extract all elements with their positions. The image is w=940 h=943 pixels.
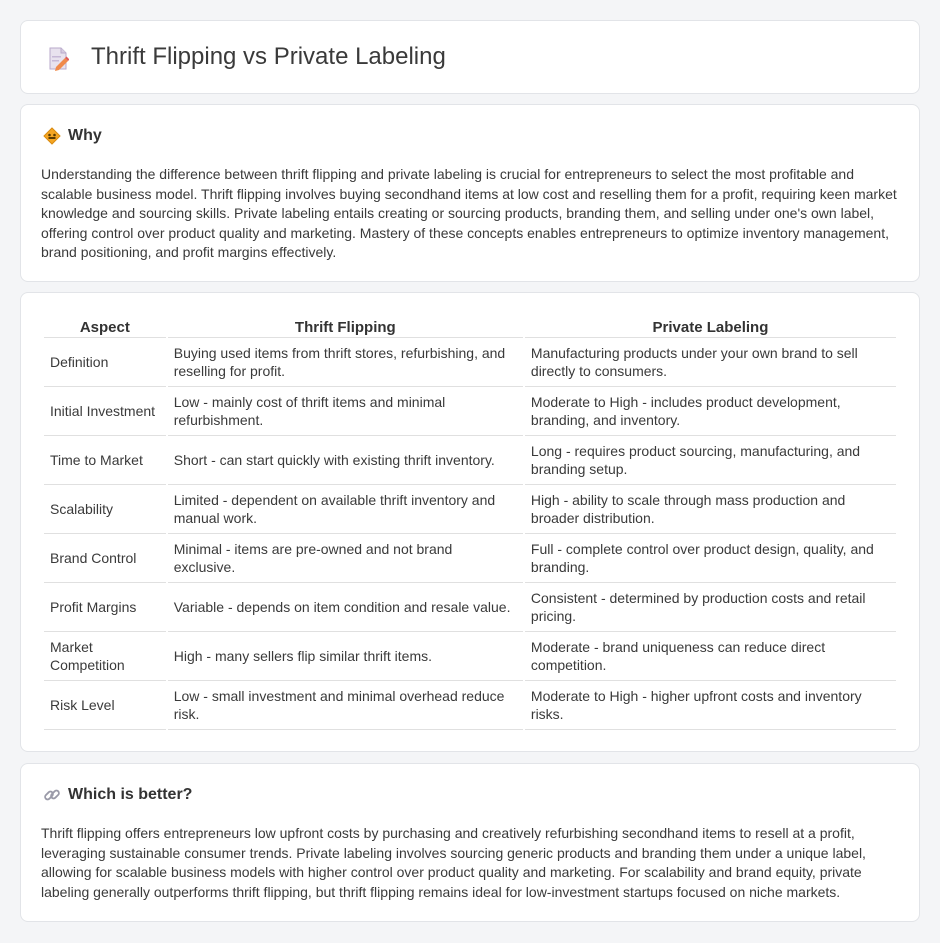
- thrift-cell: Low - mainly cost of thrift items and minimal refurbishment.: [168, 387, 523, 436]
- private-cell: Consistent - determined by production costs and retail pricing.: [525, 583, 896, 632]
- private-cell: Long - requires product sourcing, manufacturing, and branding setup.: [525, 436, 896, 485]
- link-icon: [43, 786, 61, 804]
- aspect-cell: Definition: [44, 338, 166, 387]
- table-row: [44, 338, 896, 387]
- header-thrift-flipping: Thrift Flipping: [168, 314, 523, 338]
- thrift-cell: Variable - depends on item condition and resale value.: [168, 583, 523, 632]
- aspect-cell: Time to Market: [44, 436, 166, 485]
- which-is-better-section: [20, 763, 920, 922]
- table-row: [44, 534, 896, 583]
- comparison-table: [42, 314, 898, 730]
- why-text: Understanding the difference between thrift flipping and private labeling is crucial for entrepreneurs to select the most profitable and scalable business model. Thrift flipping involves buying secondhand items at low cost and reselling them for a profit, requiring keen market knowledge and sourcing skills. Private labeling entails creating or sourcing products, branding them, and selling under one's own label, offering control over product quality and marketing. Mastery of these concepts enables entrepreneurs to optimize inventory management, brand positioning, and profit margins effectively.: [41, 166, 897, 260]
- aspect-cell: Scalability: [44, 485, 166, 534]
- aspect-cell: Risk Level: [44, 681, 166, 730]
- thrift-cell: Buying used items from thrift stores, refurbishing, and reselling for profit.: [168, 338, 523, 387]
- aspect-cell: Profit Margins: [44, 583, 166, 632]
- header-aspect: Aspect: [44, 314, 166, 338]
- aspect-cell: Initial Investment: [44, 387, 166, 436]
- table-header-row: [44, 314, 896, 338]
- document-pencil-icon: [47, 47, 69, 71]
- title-card: [20, 20, 920, 94]
- better-text: Thrift flipping offers entrepreneurs low upfront costs by purchasing and creatively refurbishing secondhand items to resell at a profit, leveraging sustainable consumer trends. Private labeling involves sourcing generic products and branding them under a unique label, allowing for scalable business models with higher control over product quality and marketing. For scalability and brand equity, private labeling generally outperforms thrift flipping, but thrift flipping remains ideal for low-investment startups focused on niche markets.: [41, 825, 866, 900]
- thrift-cell: Minimal - items are pre-owned and not brand exclusive.: [168, 534, 523, 583]
- why-section: [20, 104, 920, 282]
- why-heading: Why: [68, 127, 102, 144]
- why-header: [43, 127, 102, 145]
- table-row: [44, 632, 896, 681]
- thrift-cell: High - many sellers flip similar thrift items.: [168, 632, 523, 681]
- page-title: Thrift Flipping vs Private Labeling: [91, 43, 446, 70]
- private-cell: High - ability to scale through mass production and broader distribution.: [525, 485, 896, 534]
- table-row: [44, 387, 896, 436]
- private-cell: Moderate - brand uniqueness can reduce direct competition.: [525, 632, 896, 681]
- header-private-labeling: Private Labeling: [525, 314, 896, 338]
- aspect-cell: Market Competition: [44, 632, 166, 681]
- diamond-sign-icon: [43, 127, 61, 145]
- private-cell: Manufacturing products under your own brand to sell directly to consumers.: [525, 338, 896, 387]
- thrift-cell: Low - small investment and minimal overhead reduce risk.: [168, 681, 523, 730]
- table-row: [44, 681, 896, 730]
- private-cell: Moderate to High - higher upfront costs and inventory risks.: [525, 681, 896, 730]
- table-row: [44, 436, 896, 485]
- thrift-cell: Limited - dependent on available thrift inventory and manual work.: [168, 485, 523, 534]
- better-heading: Which is better?: [68, 786, 193, 803]
- private-cell: Moderate to High - includes product development, branding, and inventory.: [525, 387, 896, 436]
- private-cell: Full - complete control over product design, quality, and branding.: [525, 534, 896, 583]
- table-row: [44, 583, 896, 632]
- better-header: [43, 786, 192, 804]
- thrift-cell: Short - can start quickly with existing thrift inventory.: [168, 436, 523, 485]
- comparison-table-section: [20, 292, 920, 752]
- aspect-cell: Brand Control: [44, 534, 166, 583]
- table-row: [44, 485, 896, 534]
